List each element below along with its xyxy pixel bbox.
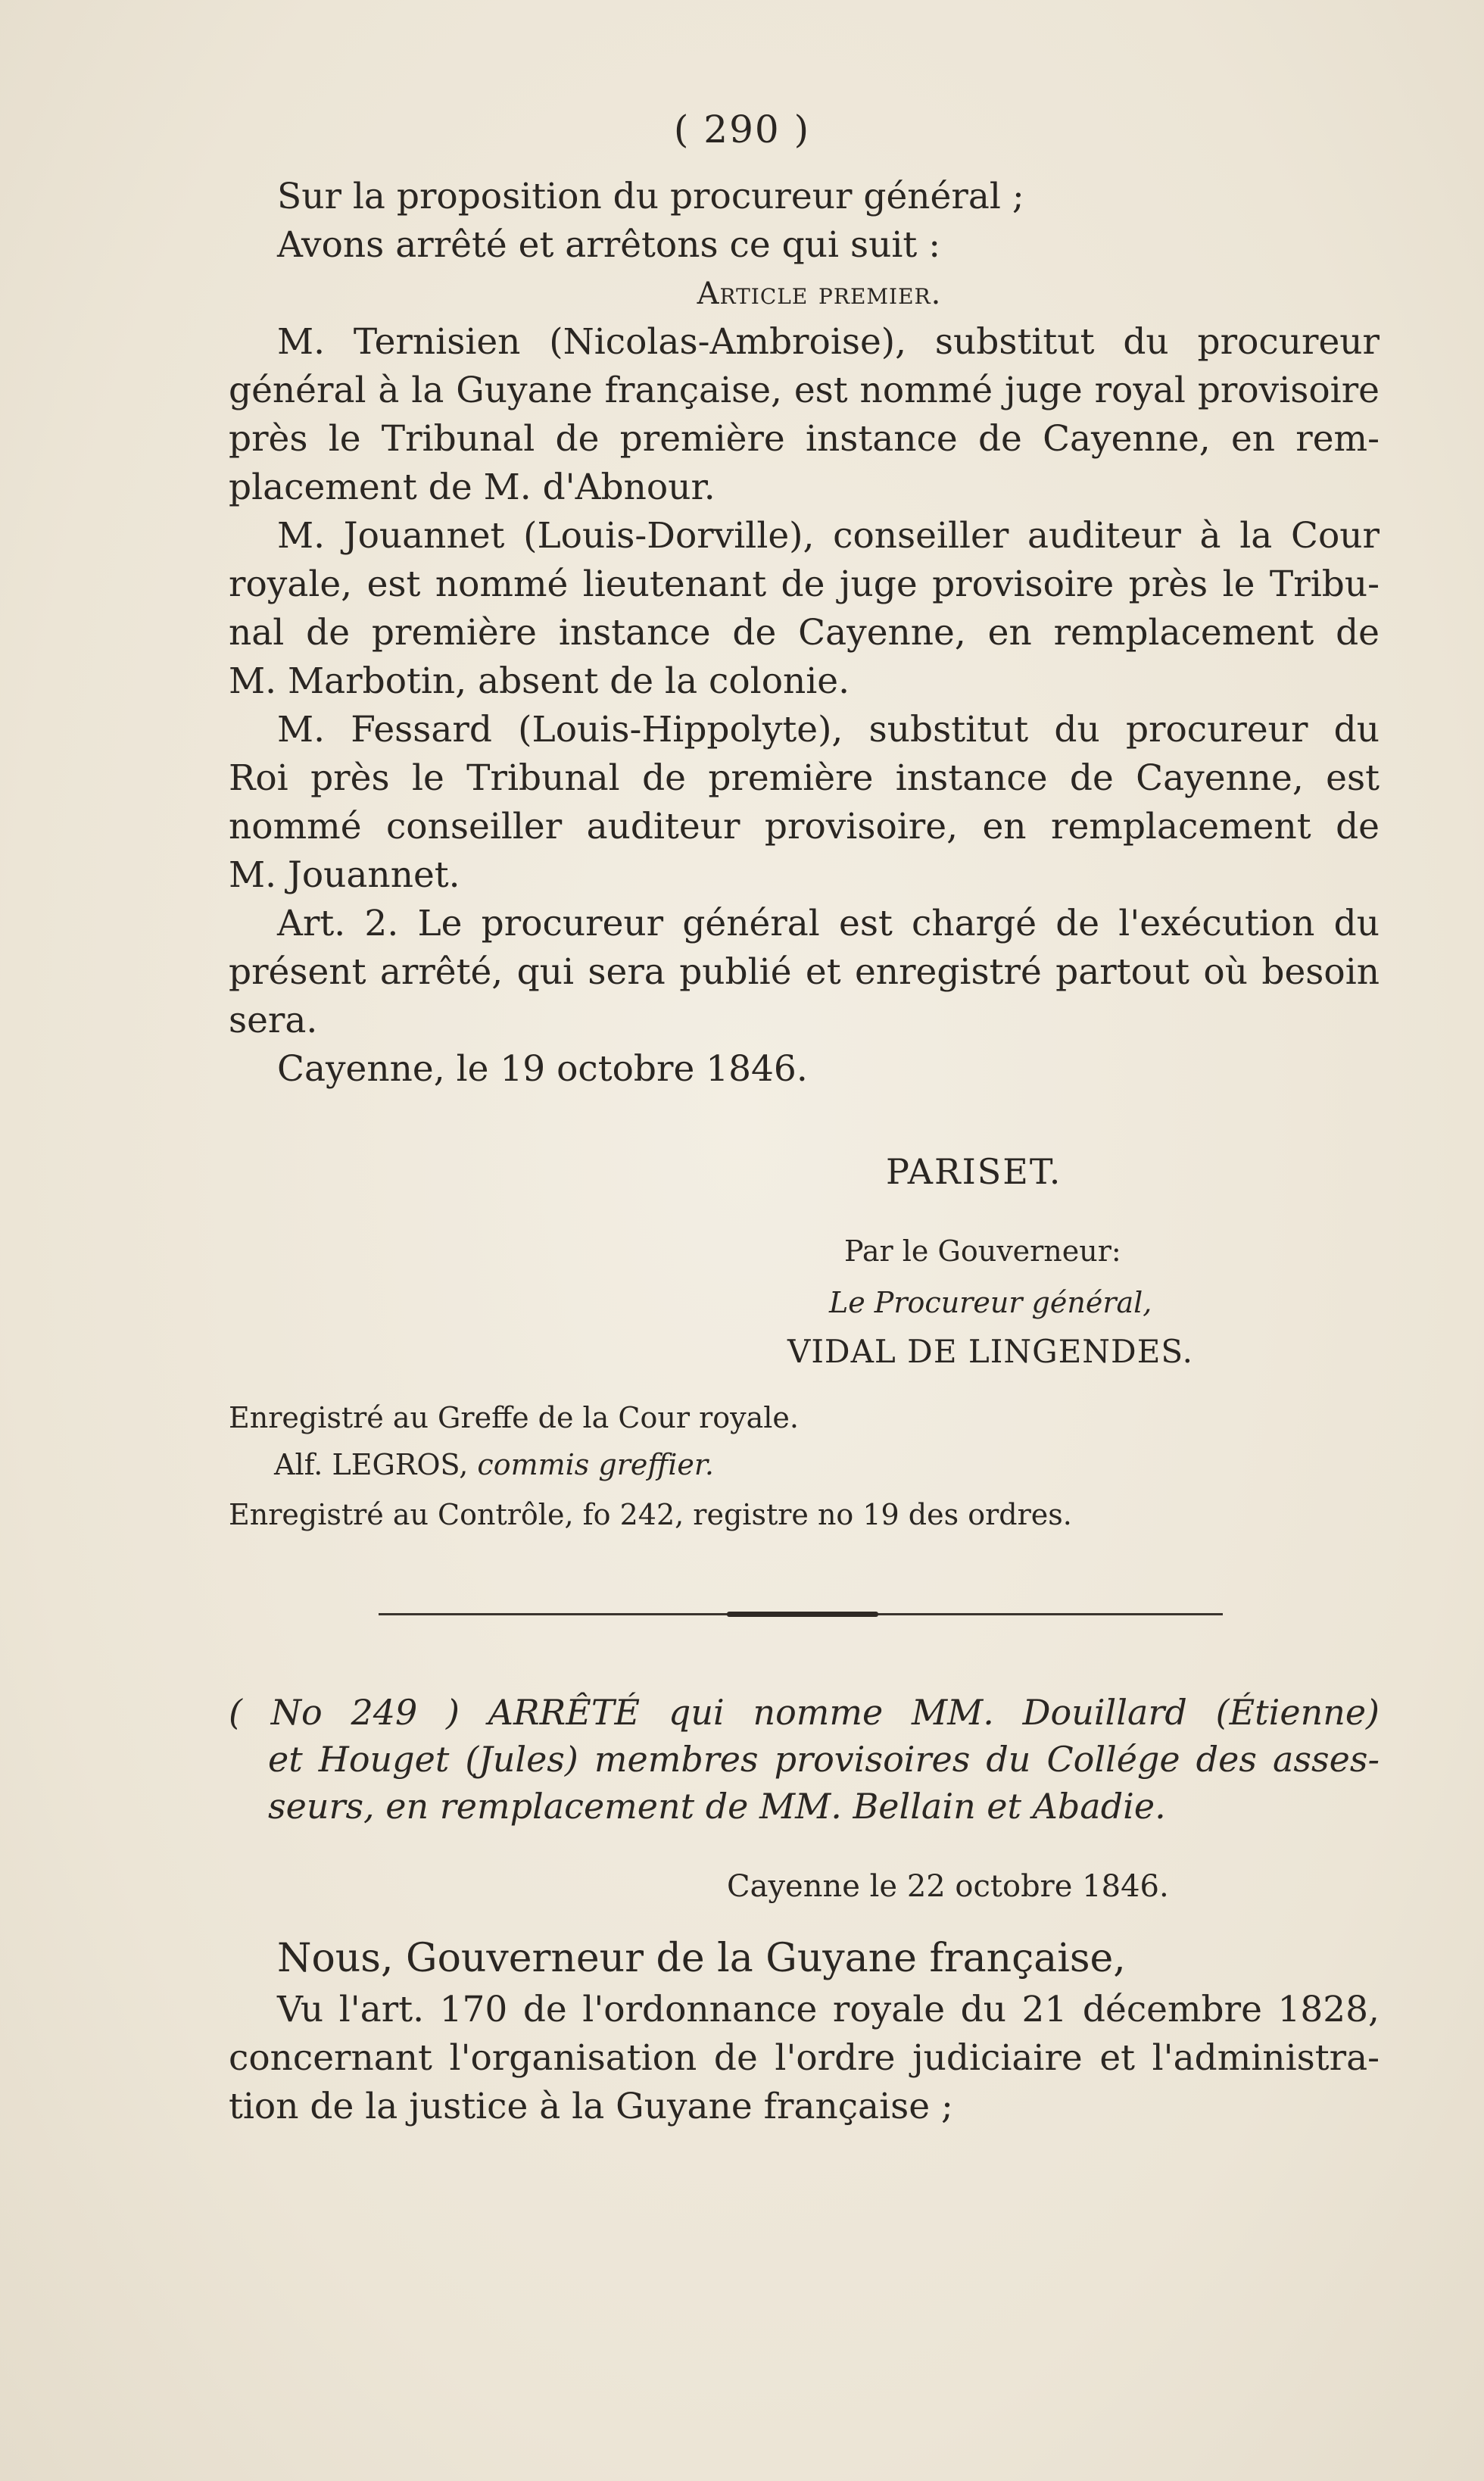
text-line: concernant l'organisation de l'ordre judiciaire et l'administra- [229, 2037, 1380, 2079]
decree-1-block [229, 173, 1380, 1094]
decree-2-body [229, 1931, 1380, 2131]
heading-line: seurs, en remplacement de MM. Bellain et Abadie. [268, 1786, 1166, 1827]
text-line: Vu l'art. 170 de l'ordonnance royale du 21 décembre 1828, [277, 1989, 1380, 2030]
text-line: près le Tribunal de première instance de Cayenne, en rem- [229, 418, 1380, 460]
text-line: nal de première instance de Cayenne, en remplacement de [229, 612, 1380, 654]
paragraph-fessard [229, 706, 1380, 900]
article-heading: Article premier. [697, 276, 942, 311]
heading-line: ( No 249 ) ARRÊTÉ qui nomme MM. Douillard (Étienne) [229, 1692, 1380, 1733]
signature-pariset: PARISET. [886, 1151, 1062, 1192]
text-line: Art. 2. Le procureur général est chargé de l'exécution du [277, 903, 1380, 944]
clerk-line [274, 1448, 714, 1481]
decree-2-heading [229, 1689, 1380, 1830]
clerk-title: commis greffier. [477, 1448, 714, 1481]
text-line: tion de la justice à la Guyane française ; [229, 2086, 953, 2127]
decree-2-block [229, 1689, 1380, 1830]
par-le-gouverneur: Par le Gouverneur: [844, 1234, 1121, 1268]
text-line: M. Jouannet. [229, 854, 460, 896]
paragraph-ternisien [229, 318, 1380, 512]
text-line: sera. [229, 1000, 318, 1041]
registration-controle: Enregistré au Contrôle, fo 242, registre no 19 des ordres. [229, 1498, 1072, 1531]
text-line: présent arrêté, qui sera publié et enregistré partout où besoin [229, 951, 1380, 993]
separator-rule-center [727, 1612, 878, 1617]
text-line: général à la Guyane française, est nommé juge royal provisoire [229, 370, 1380, 411]
procureur-name: VIDAL DE LINGENDES. [787, 1333, 1194, 1370]
paragraph-article-2 [229, 900, 1380, 1045]
date-line: Cayenne, le 19 octobre 1846. [277, 1048, 808, 1090]
heading-line: et Houget (Jules) membres provisoires du Collége des asses- [268, 1739, 1380, 1780]
nous-gouverneur-line: Nous, Gouverneur de la Guyane française, [277, 1936, 1126, 1981]
page-number: ( 290 ) [673, 108, 811, 151]
text-line: M. Ternisien (Nicolas-Ambroise), substitut du procureur [277, 321, 1380, 363]
text-line: royale, est nommé lieutenant de juge provisoire près le Tribu- [229, 563, 1380, 605]
clerk-name: Alf. LEGROS, [274, 1448, 469, 1481]
decree-2-date: Cayenne le 22 octobre 1846. [727, 1869, 1169, 1904]
text-line: placement de M. d'Abnour. [229, 467, 716, 508]
paragraph-jouannet [229, 512, 1380, 706]
text-line: M. Jouannet (Louis-Dorville), conseiller auditeur à la Cour [277, 515, 1380, 557]
avons-line: Avons arrêté et arrêtons ce qui suit : [277, 224, 941, 266]
text-line: M. Marbotin, absent de la colonie. [229, 660, 850, 702]
proposition-line: Sur la proposition du procureur général ; [277, 176, 1024, 217]
text-line: M. Fessard (Louis-Hippolyte), substitut du procureur du [277, 709, 1380, 751]
registration-greffe: Enregistré au Greffe de la Cour royale. [229, 1401, 799, 1434]
procureur-title: Le Procureur général, [829, 1286, 1152, 1319]
text-line: nommé conseiller auditeur provisoire, en remplacement de [229, 806, 1380, 847]
text-line: Roi près le Tribunal de première instance de Cayenne, est [229, 757, 1380, 799]
